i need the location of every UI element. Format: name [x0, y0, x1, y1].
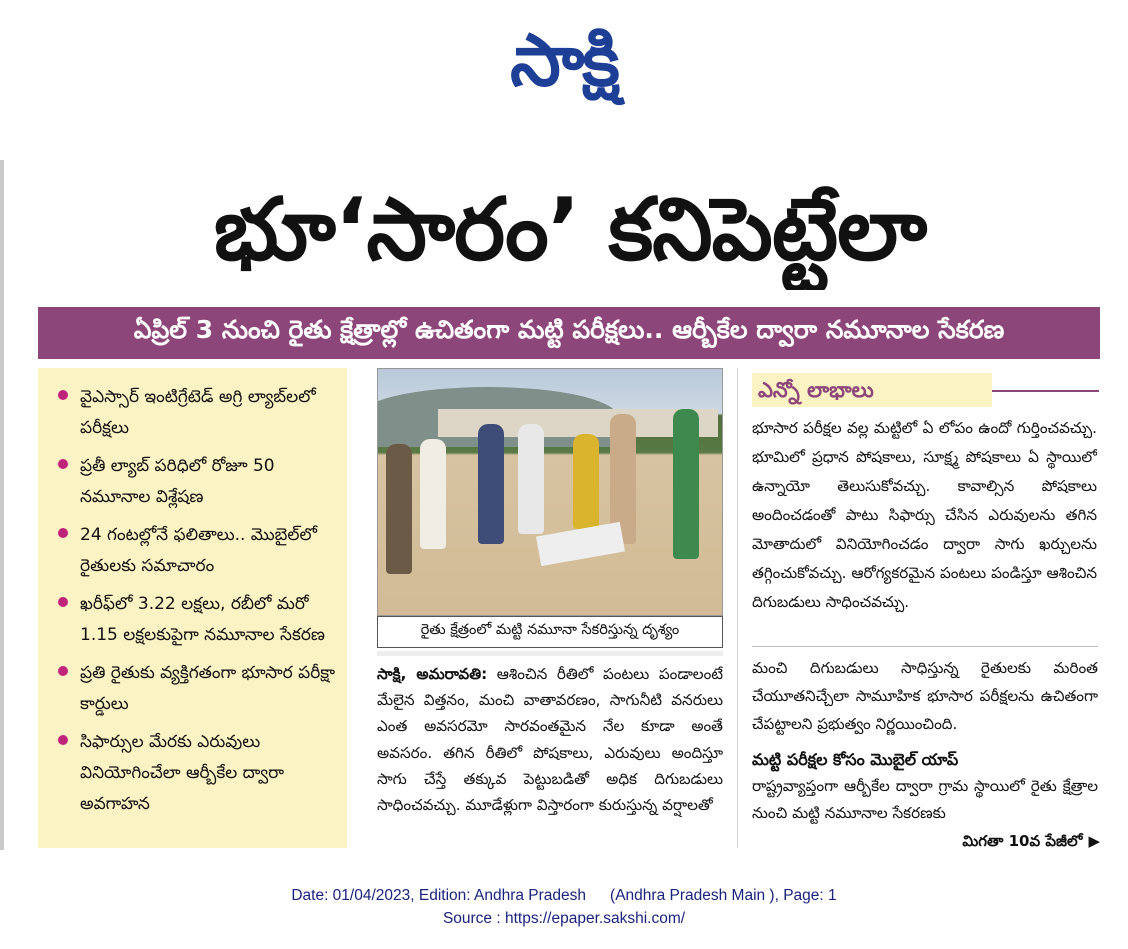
headline: భూ‘సారం’ కనిపెట్టేలా [213, 180, 927, 280]
app-section-title: మట్టి పరీక్షల కోసం మొబైల్ యాప్ [752, 750, 959, 769]
photo-person-shape [420, 439, 446, 549]
highlight-item [58, 520, 337, 582]
page-edge-divider [0, 160, 4, 850]
highlights-box [38, 368, 347, 848]
bullet-icon [58, 459, 68, 469]
subheadline-banner [38, 307, 1100, 359]
footer-source-line[interactable] [0, 907, 1128, 930]
footer-source: Source : https://epaper.sakshi.com/ [442, 910, 686, 927]
bullet-icon [58, 390, 68, 400]
benefits-title-rule [992, 390, 1099, 392]
photo-person-shape [518, 424, 544, 534]
benefits-title: ఎన్నో లాభాలు [752, 373, 992, 407]
continuation-text: మంచి దిగుబడులు సాధిస్తున్న రైతులకు మరింత చేయూతనిచ్చేలా సామూహిక భూసార పరీక్షలను ఉచితంగా చేపట్టాలని ప్రభుత్వం నిర్ణయించింది. [752, 659, 1098, 733]
sakshi-logo: సాక్షి [510, 18, 618, 102]
highlight-text: వైఎస్సార్ ఇంటిగ్రేటెడ్ అగ్రి ల్యాబ్‌లలో పరీక్షలు [80, 387, 316, 438]
highlight-text: ఖరీఫ్‌లో 3.22 లక్షలు, రబీలో మరో 1.15 లక్షలకుపైగా నమూనాల సేకరణ [80, 594, 325, 645]
continued-note: మిగతా 10వ పేజీలో [962, 832, 1083, 850]
highlight-text: 24 గంటల్లోనే ఫలితాలు.. మొబైల్‌లో రైతులకు సమాచారం [80, 525, 317, 576]
news-photo [377, 368, 723, 616]
photo-person-shape [673, 409, 699, 559]
app-section-body: రాష్ట్రవ్యాప్తంగా ఆర్బీకేల ద్వారా గ్రామ స్థాయిలో రైతు క్షేత్రాల నుంచి మట్టి నమూనాల సేకరణకు [752, 777, 1098, 822]
continued-on-page-link[interactable] [900, 829, 1100, 853]
footer-edition-line [0, 884, 1128, 907]
right-arrow-icon: ▶ [1088, 832, 1100, 850]
photo-sheet-shape [536, 522, 625, 566]
footer-page-info: (Andhra Pradesh Main ), Page: 1 [610, 887, 837, 904]
bullet-icon [58, 597, 68, 607]
subheadline-text: ఏప్రిల్ 3 నుంచి రైతు క్షేత్రాల్లో ఉచితంగా మట్టి పరీక్షలు.. ఆర్బీకేల ద్వారా నమూనాల సేకరణ [133, 315, 1005, 344]
article-byline: సాక్షి, అమరావతి: [377, 665, 488, 683]
photo-caption: రైతు క్షేత్రంలో మట్టి నమూనా సేకరిస్తున్న దృశ్యం [377, 616, 723, 648]
highlight-item [58, 451, 337, 513]
highlight-item [58, 589, 337, 651]
highlight-item [58, 382, 337, 444]
highlight-text: ప్రతి రైతుకు వ్యక్తిగతంగా భూసార పరీక్షా కార్డులు [80, 663, 336, 714]
bullet-icon [58, 735, 68, 745]
highlight-text: ప్రతీ ల్యాబ్ పరిధిలో రోజూ 50 నమూనాల విశ్లేషణ [80, 456, 275, 507]
footer [0, 884, 1128, 934]
benefits-body: భూసార పరీక్షల వల్ల మట్టిలో ఏ లోపం ఉందో గుర్తించవచ్చు. భూమిలో ప్రధాన పోషకాలు, సూక్ష్మ పోషకాలు ఏ స్థాయిలో ఉన్నాయో తెలుసుకోవచ్చు. కావాల్సిన పోషకాలు అందించడంతో పాటు సిఫార్సు చేసిన ఎరువులను తగిన మోతాదులో వినియోగించడం ద్వారా సాగు ఖర్చులను తగ్గించుకోవచ్చు. ఆరోగ్యకరమైన పంటలు పండిస్తూ ఆశించిన దిగుబడులు సాధించవచ్చు. [752, 419, 1097, 611]
column-divider [737, 368, 738, 848]
article-text: ఆశించిన రీతిలో పంటలు పండాలంటే మేలైన విత్తనం, మంచి వాతావరణం, సాగునీటి వనరులు ఎంత అవసరమో సారవంతమైన నేల కూడా అంతే అవసరం. తగిన రీతిలో పోషకాలు, ఎరువులు అందిస్తూ సాగు చేస్తే తక్కువ పెట్టుబడితో అధిక దిగుబడులు సాధించవచ్చు. మూడేళ్లుగా విస్తారంగా కురుస్తున్న వర్షాలతో [377, 665, 723, 815]
bullet-icon [58, 666, 68, 676]
highlight-item [58, 658, 337, 720]
highlight-text: సిఫార్సుల మేరకు ఎరువులు వినియోగించేలా ఆర్బీకేల ద్వారా అవగాహన [80, 732, 285, 814]
bullet-icon [58, 528, 68, 538]
caption-divider [377, 651, 723, 656]
article-body [377, 661, 723, 856]
highlight-item [58, 727, 337, 820]
masthead [0, 10, 1128, 110]
section-divider [752, 646, 1098, 647]
photo-person-shape [386, 444, 412, 574]
footer-date-edition: Date: 01/04/2023, Edition: Andhra Pradesh [291, 887, 587, 904]
photo-person-shape [573, 434, 599, 529]
photo-person-shape [478, 424, 504, 544]
